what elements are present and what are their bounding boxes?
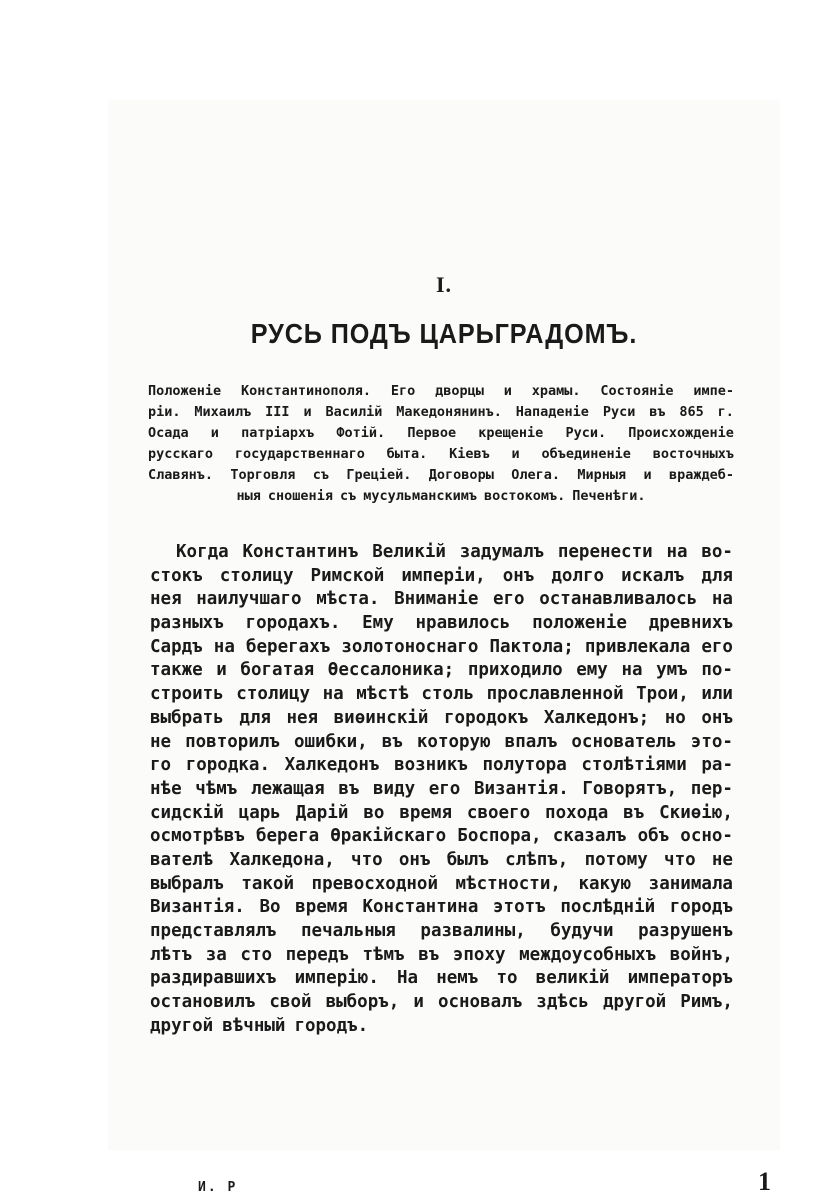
word: Состояніе [600, 383, 674, 399]
word: и [643, 467, 652, 483]
body-line [150, 731, 733, 755]
word: городокъ [444, 707, 529, 728]
summary-line [148, 465, 734, 486]
word: сидскій [150, 802, 224, 823]
word: на [666, 542, 688, 562]
summary-line [148, 444, 734, 465]
word: такой [241, 873, 294, 894]
body-line [150, 707, 733, 731]
word: его [428, 778, 461, 799]
word: что [664, 849, 696, 870]
word: междоусобныхъ [519, 944, 657, 965]
word: Руси. [565, 425, 607, 441]
word: свой [269, 992, 312, 1013]
word: Константинъ [242, 542, 359, 562]
word: похода [545, 802, 609, 823]
word: виду [372, 778, 416, 799]
word: дворцы [435, 383, 484, 399]
word: нея [286, 707, 319, 728]
word: слѣпъ, [505, 849, 569, 870]
word: остановилъ [150, 992, 256, 1013]
body-line [150, 683, 733, 707]
word: стокъ [150, 565, 203, 586]
word: то [496, 968, 518, 989]
word: столѣтіями [581, 755, 687, 776]
body-line [150, 778, 733, 802]
word: ныя [236, 488, 261, 504]
word: Византія. [473, 778, 569, 799]
word: имперію. [294, 968, 379, 989]
word: печальныя [301, 921, 396, 941]
word: или [701, 684, 733, 705]
word: Печенѣги. [572, 488, 646, 504]
word: импе- [693, 383, 734, 399]
word: Халкедонъ [284, 755, 380, 776]
body-line [150, 802, 733, 826]
word: прославленной [486, 684, 624, 705]
summary-line [148, 486, 734, 507]
word: великій [535, 968, 610, 989]
word: на [213, 636, 235, 657]
word: выборъ, [325, 992, 400, 1013]
word: для [239, 707, 271, 728]
word: Нападеніе [515, 404, 589, 420]
word: Положеніе [148, 383, 222, 399]
word: сказалъ [552, 826, 627, 847]
word: другой [603, 992, 667, 1013]
body-line [150, 920, 733, 944]
word: этотъ [493, 897, 546, 918]
word: какую [578, 873, 632, 894]
word: и [503, 383, 512, 399]
word: здѣсь [536, 992, 589, 1013]
word: послѣдній [560, 897, 656, 918]
word: востокомъ. [484, 488, 566, 504]
word: превосходной [311, 873, 438, 894]
word: государственнаго [234, 446, 365, 462]
word: мусульманскимъ [363, 488, 478, 504]
word: полутора [482, 755, 567, 776]
word: Византія. [150, 897, 245, 918]
word: онъ [701, 707, 733, 728]
word: Осада [148, 425, 189, 441]
word: его [492, 589, 525, 610]
signature-mark: И. Р [198, 1180, 238, 1195]
chapter-title: РУСЬ ПОДЪ ЦАРЬГРАДОМЪ. [250, 318, 638, 349]
word: умъ [656, 660, 688, 681]
word: вѣчный [222, 1015, 286, 1036]
word: положеніе [532, 613, 627, 634]
word: и [511, 446, 520, 462]
word: занимала [648, 873, 733, 894]
word: берега [255, 826, 320, 847]
word: III [265, 404, 290, 420]
body-line [150, 588, 733, 612]
word: Ѳракійскаго [330, 826, 447, 847]
word: Договоры [428, 467, 494, 483]
word: Ему [362, 613, 394, 634]
word: ра- [701, 755, 733, 776]
body-line [150, 991, 733, 1015]
chapter-summary [148, 381, 734, 507]
word: но [664, 707, 686, 728]
word: немъ [436, 968, 479, 989]
word: Халкедона, [229, 849, 335, 870]
body-line [150, 1015, 733, 1039]
word: Кіевъ [449, 446, 490, 462]
word: не [150, 731, 172, 752]
word: Фотій. [336, 425, 386, 441]
word: быта. [386, 446, 428, 462]
word: съ [312, 467, 330, 483]
word: эпоху [452, 944, 506, 965]
word: нѣе [150, 778, 182, 799]
word: возникъ [394, 755, 468, 776]
word: разрушенъ [638, 921, 733, 941]
word: ошибки, [293, 731, 368, 752]
word: Римской [310, 565, 385, 586]
word: Великій [372, 542, 446, 562]
word: строить [150, 684, 224, 705]
summary-line [148, 423, 734, 444]
word: не [711, 849, 733, 870]
word: царь [238, 802, 281, 823]
word: Мирныя [577, 467, 627, 483]
word: и [210, 425, 219, 441]
word: Руси [602, 404, 636, 420]
word: время [399, 802, 452, 823]
word: осно- [680, 826, 733, 847]
word: въ [649, 404, 666, 420]
word: будучи [550, 921, 614, 941]
word: Василій [325, 404, 383, 420]
word: 865 [679, 404, 704, 420]
word: мѣстности, [455, 873, 561, 894]
word: тѣмъ [362, 944, 405, 965]
word: также [150, 660, 203, 681]
word: на [621, 660, 643, 681]
word: Трои, [636, 684, 689, 705]
chapter-number: I. [435, 272, 453, 297]
word: съ [339, 488, 357, 504]
word: своего [466, 802, 531, 823]
body-paragraph [150, 541, 733, 1038]
word: Когда [176, 542, 229, 562]
word: развалины, [420, 921, 526, 941]
word: русскаго [148, 446, 214, 462]
word: нравилось [415, 613, 511, 634]
word: выбралъ [150, 873, 224, 894]
word: городъ. [294, 1015, 369, 1036]
word: былъ [446, 849, 489, 870]
word: лѣтъ [150, 944, 193, 965]
word: крещеніе [478, 425, 544, 441]
word: императоръ [627, 968, 733, 989]
word: Первое [407, 425, 457, 441]
word: раздиравшихъ [150, 968, 277, 989]
word: Римъ, [680, 992, 733, 1013]
word: сношенія [267, 488, 333, 504]
body-line [150, 896, 733, 920]
word: городъ [669, 897, 733, 918]
word: чѣмъ [195, 778, 238, 799]
word: золотоноснаго [341, 636, 479, 657]
word: восточныхъ [652, 446, 734, 462]
word: виѳинскій [333, 707, 429, 728]
word: городка. [185, 755, 270, 776]
word: На [396, 968, 419, 989]
word: Македонянинъ. [396, 404, 502, 420]
word: столь [421, 684, 475, 705]
word: ріи. [148, 404, 181, 420]
word: во [363, 802, 385, 823]
word: разныхъ [150, 613, 224, 634]
word: Скиѳію, [659, 802, 733, 823]
word: враждеб- [668, 467, 734, 483]
word: имперіи, [401, 565, 486, 586]
word: потому [584, 849, 648, 870]
body-line [150, 754, 733, 778]
word: въ [418, 944, 440, 965]
word: по- [701, 660, 733, 681]
word: въ [338, 778, 360, 799]
word: другой [150, 1015, 214, 1036]
word: на [711, 589, 733, 610]
word: го [150, 755, 172, 776]
word: г. [717, 404, 734, 420]
body-line [150, 636, 733, 660]
body-line [150, 873, 733, 897]
word: мѣста. [316, 589, 380, 610]
summary-line [148, 381, 734, 402]
word: его [701, 636, 733, 657]
word: для [701, 565, 733, 586]
word: основалъ [437, 992, 523, 1013]
word: на [322, 684, 344, 705]
word: и [216, 660, 227, 681]
word: городахъ. [245, 613, 341, 634]
word: это- [690, 731, 733, 752]
body-line [150, 967, 733, 991]
word: за [205, 944, 227, 965]
body-line [150, 612, 733, 636]
word: Его [390, 383, 416, 399]
word: осмотрѣвъ [150, 826, 245, 847]
word: мѣстѣ [356, 684, 409, 705]
word: долго [551, 565, 605, 586]
body-line [150, 825, 733, 849]
word: искалъ [621, 565, 685, 586]
word: древнихъ [648, 613, 733, 634]
word: въ [381, 731, 403, 752]
word: привлекала [584, 636, 691, 657]
word: Торговля [230, 467, 296, 483]
word: Ѳессалоника; [327, 660, 455, 681]
word: Славянъ. [148, 467, 214, 483]
word: представлялъ [150, 921, 277, 941]
word: онъ [502, 565, 535, 586]
word: Константина [362, 897, 479, 918]
word: Сардъ [150, 636, 203, 657]
word: Происхожденіе [628, 425, 734, 441]
page-number: 1 [758, 1167, 771, 1196]
word: ему [576, 660, 608, 681]
word: сто [240, 944, 273, 965]
word: что [351, 849, 383, 870]
body-line [150, 541, 733, 565]
body-line [150, 944, 733, 968]
word: Константинополя. [241, 383, 372, 399]
word: Халкедонъ; [543, 707, 650, 728]
word: Боспора, [457, 826, 542, 847]
word: передъ [285, 944, 349, 965]
word: пер- [690, 778, 733, 799]
body-line [150, 565, 733, 589]
word: время [295, 897, 348, 918]
word: Олега. [511, 467, 560, 483]
summary-line [148, 402, 734, 423]
word: столицу [219, 565, 294, 586]
word: въ [623, 802, 645, 823]
word: и [413, 992, 424, 1013]
word: объединеніе [541, 446, 631, 462]
word: Вниманіе [394, 589, 479, 610]
word: перенести [557, 542, 653, 562]
word: храмы. [531, 383, 581, 399]
word: богатая [240, 660, 315, 681]
word: Михаилъ [194, 404, 252, 420]
word: Дарій [295, 802, 349, 823]
word: лежащая [250, 778, 325, 799]
word: повторилъ [185, 731, 280, 752]
word: Говорятъ, [582, 778, 678, 799]
word: приходило [467, 660, 563, 681]
word: вателѣ [150, 849, 214, 870]
book-page [108, 100, 780, 1196]
word: основатель [571, 731, 677, 752]
word: столицу [236, 684, 311, 705]
word: онъ [398, 849, 431, 870]
word: Греціей. [346, 467, 412, 483]
word: патріархъ [241, 425, 315, 441]
body-line [150, 849, 733, 873]
word: наилучшаго [196, 589, 302, 610]
word: и [303, 404, 312, 420]
word: во- [701, 542, 733, 562]
word: берегахъ [245, 636, 331, 657]
word: объ [637, 826, 670, 847]
word: задумалъ [459, 542, 545, 562]
word: впалъ [504, 731, 558, 752]
word: останавливалось [539, 589, 698, 610]
word: выбрать [150, 707, 224, 728]
word: нея [150, 589, 182, 610]
word: Пактола; [489, 636, 574, 657]
word: которую [416, 731, 491, 752]
word: войнъ, [669, 944, 733, 965]
body-line [150, 659, 733, 683]
word: Во [259, 897, 281, 918]
